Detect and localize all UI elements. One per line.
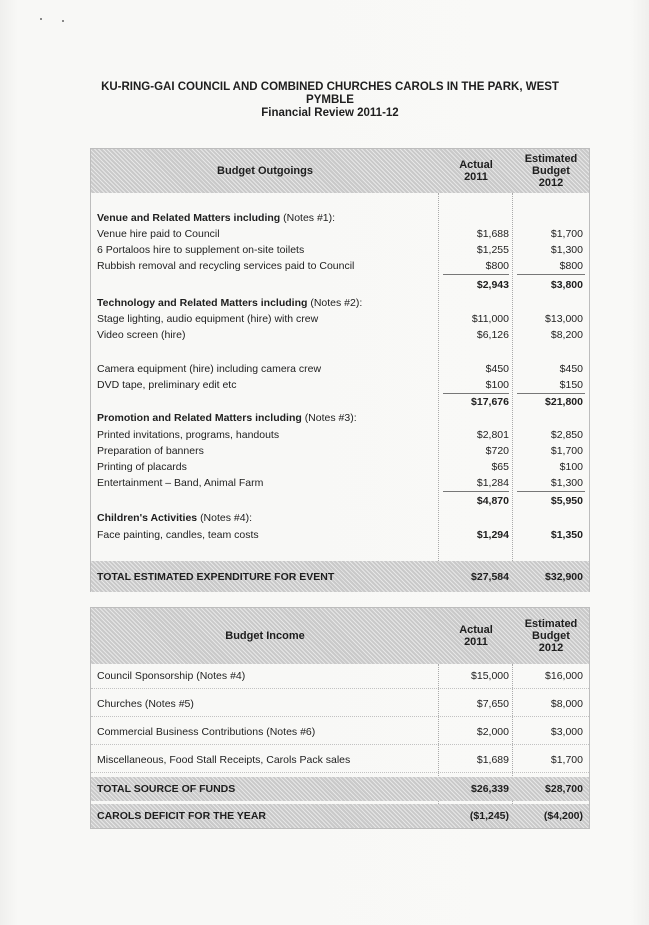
budget-value: $3,000 xyxy=(550,726,583,738)
section-technology-note: (Notes #2): xyxy=(310,297,363,309)
title-line-2: PYMBLE xyxy=(306,94,354,106)
actual-value: $11,000 xyxy=(471,313,509,325)
section-promotion-note: (Notes #3): xyxy=(304,412,357,424)
table-row xyxy=(91,722,589,745)
subtotal-rule xyxy=(517,274,585,275)
budget-value: $8,000 xyxy=(550,698,583,710)
deficit-budget: ($4,200) xyxy=(543,810,583,822)
table-row xyxy=(91,529,589,543)
actual-header-line-2: 2011 xyxy=(464,171,488,183)
scan-speck xyxy=(62,20,64,22)
actual-value: $1,689 xyxy=(476,754,509,766)
subtotal-row-technology xyxy=(91,396,589,410)
row-label: Preparation of banners xyxy=(97,445,204,457)
subtotal-rule xyxy=(443,491,509,492)
outgoings-header-label: Budget Outgoings xyxy=(217,165,313,177)
row-label: Churches (Notes #5) xyxy=(97,698,194,710)
total-expenditure-budget: $32,900 xyxy=(545,570,583,583)
actual-value: $100 xyxy=(485,379,509,391)
income-actual-header-line-1: Actual xyxy=(459,624,493,636)
row-label: Face painting, candles, team costs xyxy=(97,529,259,541)
table-row xyxy=(91,379,589,393)
table-row xyxy=(91,260,589,274)
budget-value: $16,000 xyxy=(545,670,583,682)
table-row xyxy=(91,429,589,443)
total-funds-budget: $28,700 xyxy=(545,783,583,795)
deficit-row xyxy=(91,804,589,828)
budget-value: $1,300 xyxy=(550,477,583,489)
subtotal-rule xyxy=(517,491,585,492)
estimate-header-line-1: Estimated xyxy=(524,153,578,165)
income-header xyxy=(91,608,589,664)
subtotal-rule xyxy=(517,393,585,394)
budget-value: $150 xyxy=(559,379,583,391)
row-label: Printing of placards xyxy=(97,461,187,473)
section-venue-title: Venue and Related Matters including xyxy=(97,212,281,224)
budget-value: $8,200 xyxy=(550,329,583,341)
table-row xyxy=(91,445,589,459)
total-expenditure-actual: $27,584 xyxy=(471,570,509,583)
actual-value: $1,688 xyxy=(476,228,509,240)
actual-value: $2,801 xyxy=(476,429,509,441)
section-venue xyxy=(91,212,589,226)
table-row xyxy=(91,363,589,377)
budget-value: $1,350 xyxy=(550,529,583,541)
income-header-label: Budget Income xyxy=(225,630,305,642)
row-label: DVD tape, preliminary edit etc xyxy=(97,379,237,391)
table-row xyxy=(91,750,589,773)
row-label: Printed invitations, programs, handouts xyxy=(97,429,280,441)
row-label: Video screen (hire) xyxy=(97,329,186,341)
table-row xyxy=(91,461,589,475)
actual-value: $65 xyxy=(491,461,509,473)
actual-value: $1,294 xyxy=(476,529,509,541)
subtotal-rule xyxy=(443,393,509,394)
income-actual-header xyxy=(439,608,513,664)
income-table xyxy=(90,607,590,829)
income-actual-header-line-2: 2011 xyxy=(464,636,488,648)
budget-value: $13,000 xyxy=(545,313,583,325)
text: $4,870 xyxy=(476,495,509,507)
budget-value: $1,700 xyxy=(550,754,583,766)
text: $3,800 xyxy=(550,279,583,291)
actual-value: $1,255 xyxy=(476,244,509,256)
subtotal-row-venue xyxy=(91,279,589,293)
budget-value: $450 xyxy=(559,363,583,375)
actual-header xyxy=(439,149,513,193)
table-row xyxy=(91,666,589,689)
actual-value: $720 xyxy=(485,445,509,457)
row-label: 6 Portaloos hire to supplement on-site toilets xyxy=(97,244,305,256)
income-estimate-header-line-3: 2012 xyxy=(538,642,564,654)
table-row xyxy=(91,477,589,491)
deficit-actual: ($1,245) xyxy=(469,810,509,822)
table-row xyxy=(91,329,589,343)
row-label: Miscellaneous, Food Stall Receipts, Carols Pack sales xyxy=(97,754,351,766)
income-estimate-header-line-2: Budget xyxy=(532,630,570,642)
row-label: Stage lighting, audio equipment (hire) with crew xyxy=(97,313,319,325)
total-expenditure-label: TOTAL ESTIMATED EXPENDITURE FOR EVENT xyxy=(97,570,335,583)
actual-value: $800 xyxy=(485,260,509,272)
section-technology xyxy=(91,297,589,311)
text: $21,800 xyxy=(545,396,583,408)
table-row xyxy=(91,313,589,327)
budget-value: $100 xyxy=(559,461,583,473)
section-promotion xyxy=(91,412,589,426)
estimate-header xyxy=(513,149,589,193)
row-label: Entertainment – Band, Animal Farm xyxy=(97,477,264,489)
actual-value: $6,126 xyxy=(476,329,509,341)
budget-value: $1,700 xyxy=(550,228,583,240)
total-funds-actual: $26,339 xyxy=(471,783,509,795)
section-children-note: (Notes #4): xyxy=(200,512,252,524)
estimate-header-line-2: Budget xyxy=(532,165,570,177)
actual-value: $1,284 xyxy=(476,477,509,489)
row-label: Camera equipment (hire) including camera crew xyxy=(97,363,322,375)
table-row xyxy=(91,694,589,717)
section-venue-note: (Notes #1): xyxy=(283,212,336,224)
section-children-title: Children's Activities xyxy=(97,512,198,524)
actual-value: $2,000 xyxy=(476,726,509,738)
section-technology-title: Technology and Related Matters including xyxy=(97,297,308,309)
total-funds-row xyxy=(91,777,589,801)
outgoings-header xyxy=(91,149,589,193)
deficit-label: CAROLS DEFICIT FOR THE YEAR xyxy=(97,810,266,822)
text: $2,943 xyxy=(476,279,509,291)
row-label: Council Sponsorship (Notes #4) xyxy=(97,670,246,682)
text: $5,950 xyxy=(550,495,583,507)
scan-speck xyxy=(40,18,42,20)
title-line-1: KU-RING-GAI COUNCIL AND COMBINED CHURCHES CAROLS IN THE PARK, WEST xyxy=(101,81,559,93)
row-label: Commercial Business Contributions (Notes #6) xyxy=(97,726,316,738)
income-estimate-header-line-1: Estimated xyxy=(524,618,578,630)
subtotal-rule xyxy=(443,274,509,275)
subtotal-row-promotion xyxy=(91,495,589,509)
estimate-header-line-3: 2012 xyxy=(538,177,564,189)
total-expenditure-row xyxy=(91,561,589,592)
total-funds-label: TOTAL SOURCE OF FUNDS xyxy=(97,783,236,795)
actual-header-line-1: Actual xyxy=(459,159,493,171)
actual-value: $450 xyxy=(485,363,509,375)
income-estimate-header xyxy=(513,608,589,664)
actual-value: $15,000 xyxy=(471,670,509,682)
table-row xyxy=(91,244,589,258)
table-row xyxy=(91,228,589,242)
outgoings-table xyxy=(90,148,590,592)
section-promotion-title: Promotion and Related Matters including xyxy=(97,412,302,424)
budget-value: $2,850 xyxy=(550,429,583,441)
actual-value: $7,650 xyxy=(476,698,509,710)
title-line-3: Financial Review 2011-12 xyxy=(261,107,399,119)
row-label: Venue hire paid to Council xyxy=(97,228,220,240)
section-children xyxy=(91,512,589,526)
budget-value: $1,300 xyxy=(550,244,583,256)
budget-value: $1,700 xyxy=(550,445,583,457)
text: $17,676 xyxy=(471,396,509,408)
budget-value: $800 xyxy=(559,260,583,272)
row-label: Rubbish removal and recycling services paid to Council xyxy=(97,260,355,272)
